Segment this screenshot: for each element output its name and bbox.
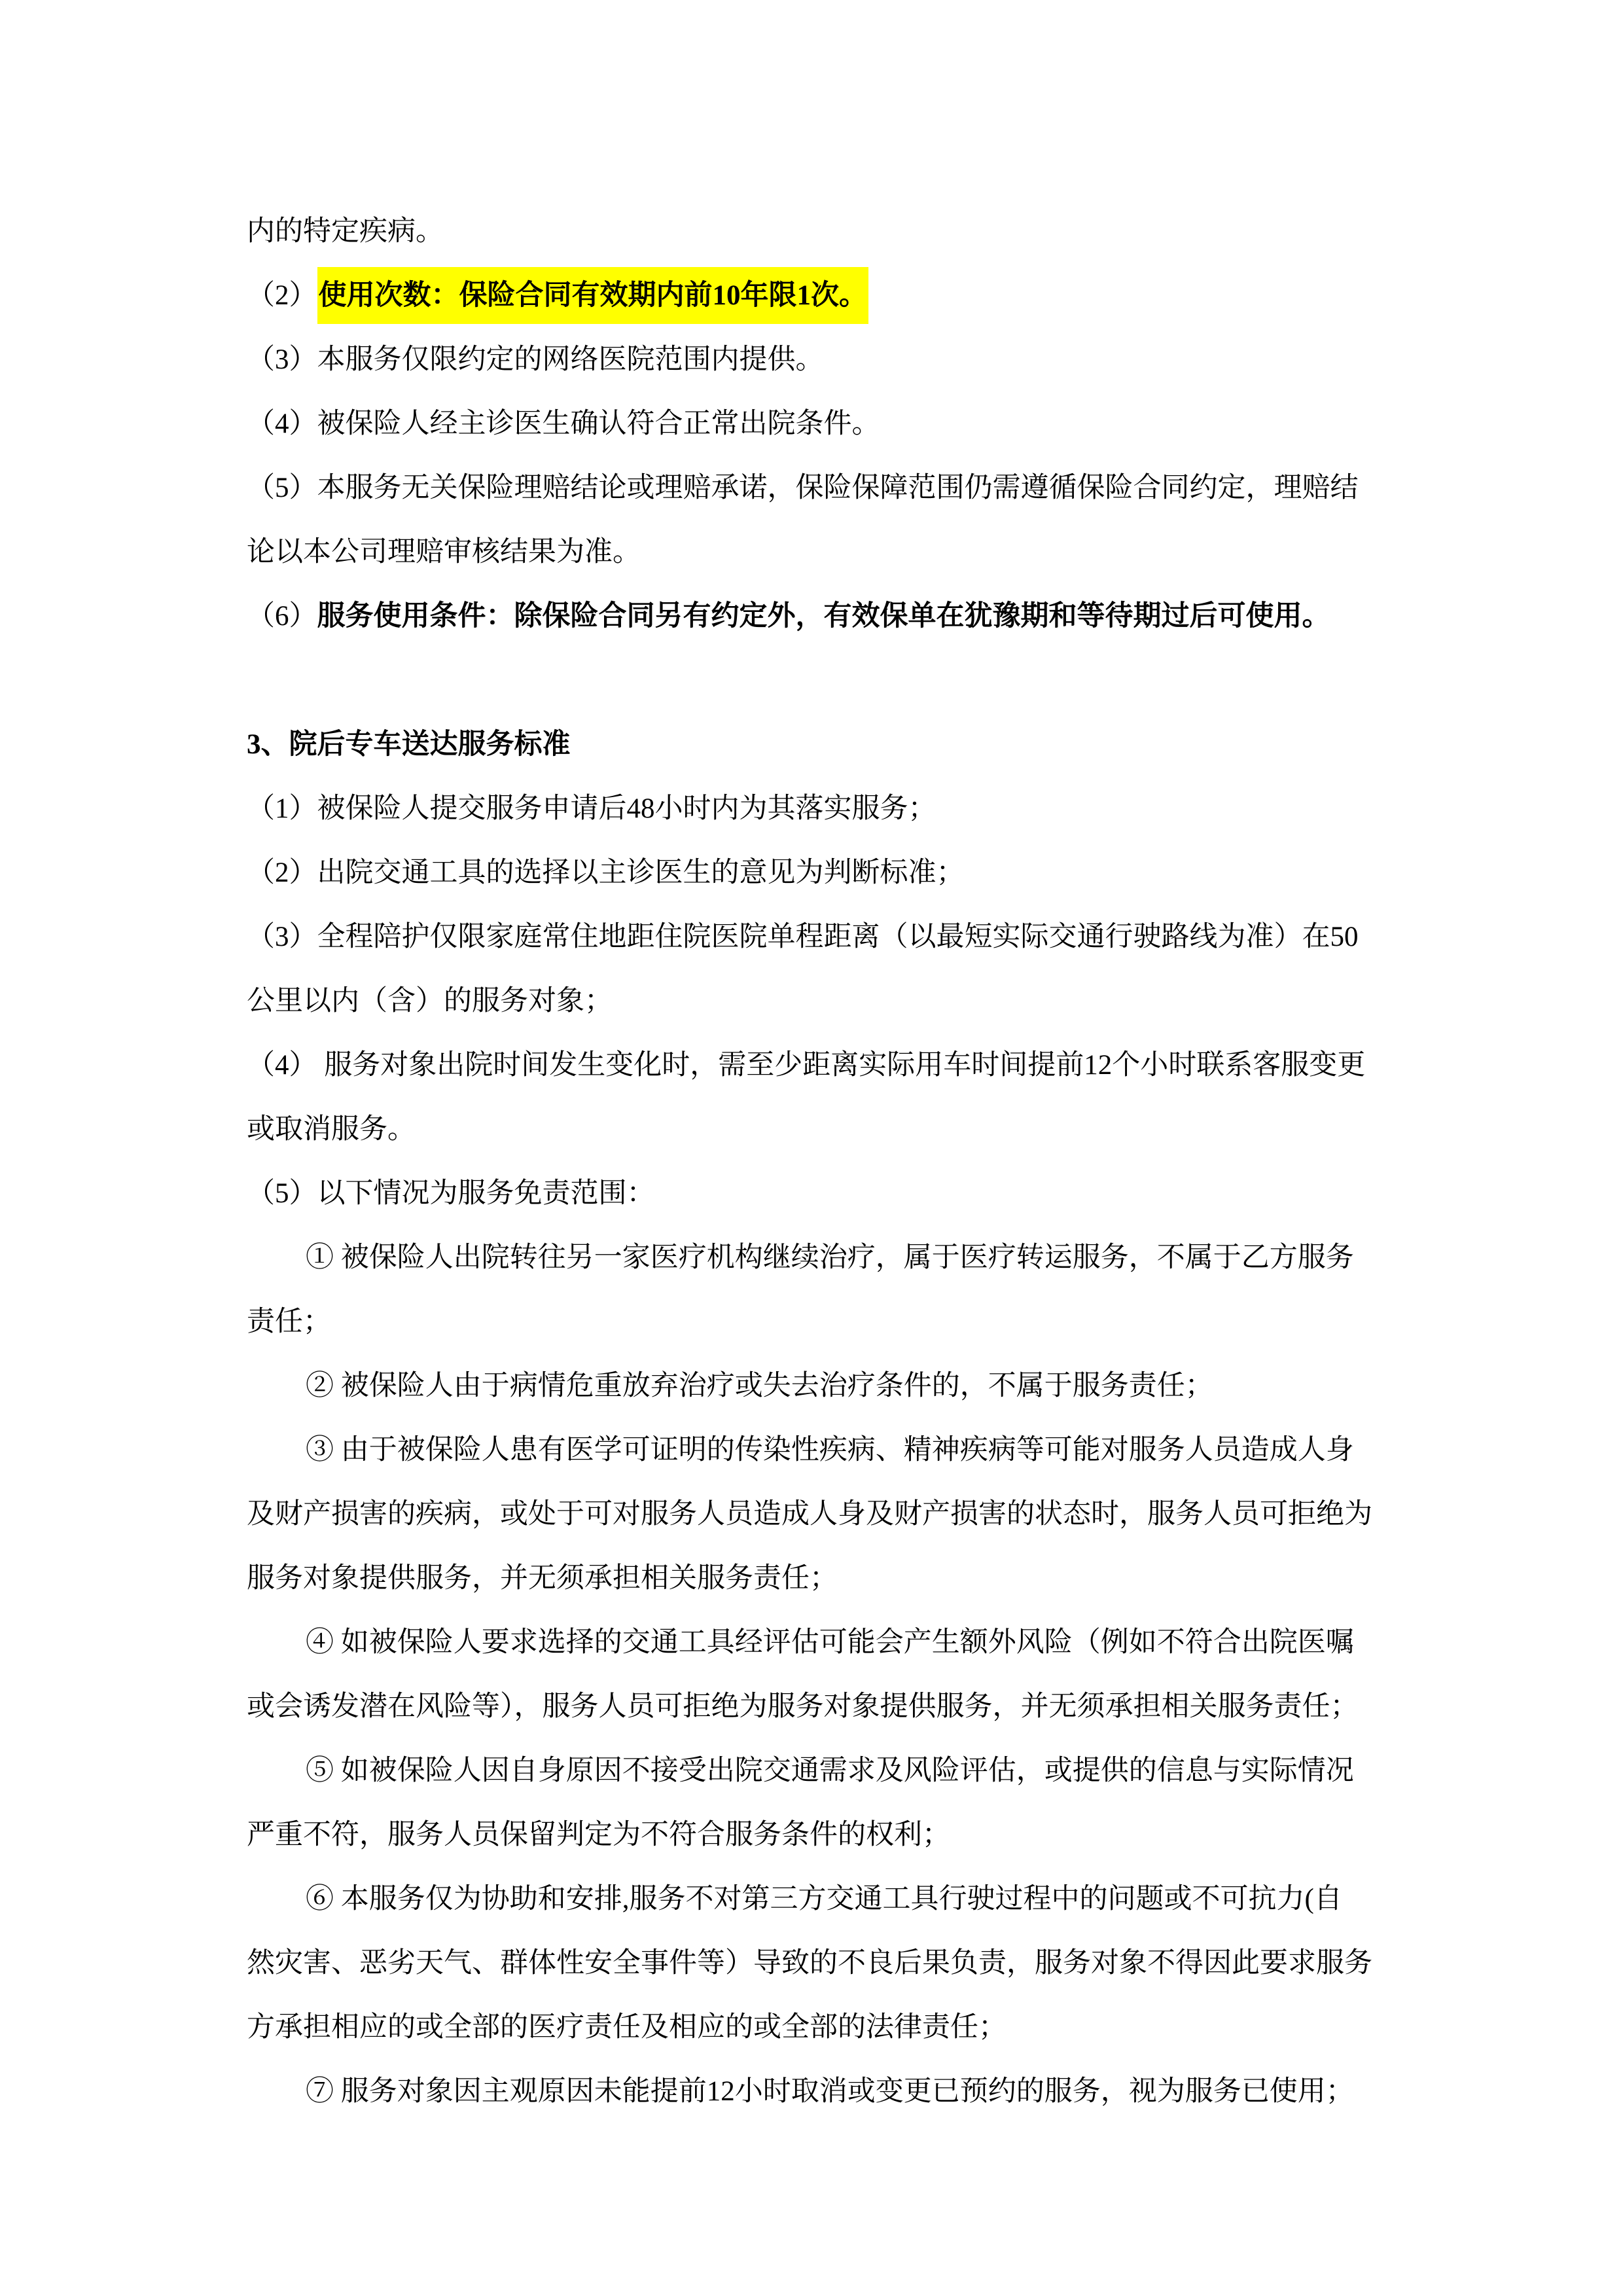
text-segment: 或取消服务。 <box>247 1114 416 1145</box>
document-line <box>247 584 1379 649</box>
text-segment: 或会诱发潜在风险等），服务人员可拒绝为服务对象提供服务，并无须承担相关服务责任； <box>247 1691 1359 1722</box>
text-segment: （5）本服务无关保险理赔结论或理赔承诺，保险保障范围仍需遵循保险合同约定，理赔结 <box>247 473 1359 503</box>
text-segment: ① 被保险人出院转往另一家医疗机构继续治疗，属于医疗转运服务，不属于乙方服务 <box>306 1242 1354 1273</box>
text-segment: 公里以内（含）的服务对象； <box>247 986 613 1016</box>
document-line <box>247 841 1379 905</box>
text-segment: ④ 如被保险人要求选择的交通工具经评估可能会产生额外风险（例如不符合出院医嘱 <box>306 1627 1354 1658</box>
document-line <box>247 1547 1379 1611</box>
document-line <box>247 1867 1379 1931</box>
document-line <box>247 1418 1379 1482</box>
text-segment: （5）以下情况为服务免责范围： <box>247 1178 655 1209</box>
document-line <box>247 1162 1379 1226</box>
document-line <box>247 520 1379 584</box>
document-line <box>247 2060 1379 2124</box>
document-line <box>247 1996 1379 2060</box>
document-line <box>247 1482 1379 1547</box>
text-segment: 3、院后专车送达服务标准 <box>247 729 571 760</box>
text-segment: （6） <box>247 601 317 632</box>
text-segment: ③ 由于被保险人患有医学可证明的传染性疾病、精神疾病等可能对服务人员造成人身 <box>306 1435 1354 1465</box>
document-line <box>247 905 1379 969</box>
text-segment: ② 被保险人由于病情危重放弃治疗或失去治疗条件的，不属于服务责任； <box>306 1371 1213 1401</box>
text-segment: （2）出院交通工具的选择以主诊医生的意见为判断标准； <box>247 857 965 888</box>
text-segment: 内的特定疾病。 <box>247 216 444 247</box>
text-segment: 论以本公司理赔审核结果为准。 <box>247 537 641 567</box>
document-line <box>247 456 1379 520</box>
document-line <box>247 1739 1379 1803</box>
document-line <box>247 1033 1379 1098</box>
document-line <box>247 328 1379 392</box>
document-content <box>247 200 1379 2124</box>
text-segment: ⑤ 如被保险人因自身原因不接受出院交通需求及风险评估，或提供的信息与实际情况 <box>306 1755 1354 1786</box>
document-line <box>247 1354 1379 1418</box>
document-line <box>247 200 1379 264</box>
document-line <box>247 1675 1379 1739</box>
text-segment: ⑥ 本服务仅为协助和安排,服务不对第三方交通工具行驶过程中的问题或不可抗力(自 <box>306 1884 1342 1914</box>
text-segment: 及财产损害的疾病，或处于可对服务人员造成人身及财产损害的状态时，服务人员可拒绝为 <box>247 1499 1372 1530</box>
text-segment: ⑦ 服务对象因主观原因未能提前12小时取消或变更已预约的服务，视为服务已使用； <box>306 2076 1354 2107</box>
text-segment: 然灾害、恶劣天气、群体性安全事件等）导致的不良后果负责，服务对象不得因此要求服务 <box>247 1948 1372 1979</box>
text-segment: （3）全程陪护仅限家庭常住地距住院医院单程距离（以最短实际交通行驶路线为准）在50 <box>247 922 1359 952</box>
text-segment: （4） 服务对象出院时间发生变化时，需至少距离实际用车时间提前12个小时联系客服变更 <box>247 1050 1366 1081</box>
document-line <box>247 392 1379 456</box>
text-segment: 严重不符，服务人员保留判定为不符合服务条件的权利； <box>247 1820 950 1850</box>
text-segment: （1）被保险人提交服务申请后48小时内为其落实服务； <box>247 793 936 824</box>
document-line <box>247 1226 1379 1290</box>
section-heading <box>247 713 1379 777</box>
document-line <box>247 969 1379 1033</box>
text-segment: 服务使用条件：除保险合同另有约定外，有效保单在犹豫期和等待期过后可使用。 <box>317 601 1330 632</box>
text-segment: 责任； <box>247 1306 331 1337</box>
document-line <box>247 1803 1379 1867</box>
text-segment: 方承担相应的或全部的医疗责任及相应的或全部的法律责任； <box>247 2012 1007 2043</box>
document-line <box>247 1098 1379 1162</box>
document-line <box>247 1290 1379 1354</box>
document-line <box>247 1931 1379 1996</box>
blank-line <box>247 649 1379 713</box>
text-segment: （3）本服务仅限约定的网络医院范围内提供。 <box>247 344 824 375</box>
document-line <box>247 264 1379 328</box>
text-segment: 服务对象提供服务，并无须承担相关服务责任； <box>247 1563 838 1594</box>
text-segment: （2） <box>247 280 317 311</box>
document-line <box>247 1611 1379 1675</box>
highlighted-text: 使用次数：保险合同有效期内前10年限1次。 <box>317 267 869 324</box>
text-segment: （4）被保险人经主诊医生确认符合正常出院条件。 <box>247 408 880 439</box>
document-line <box>247 777 1379 841</box>
